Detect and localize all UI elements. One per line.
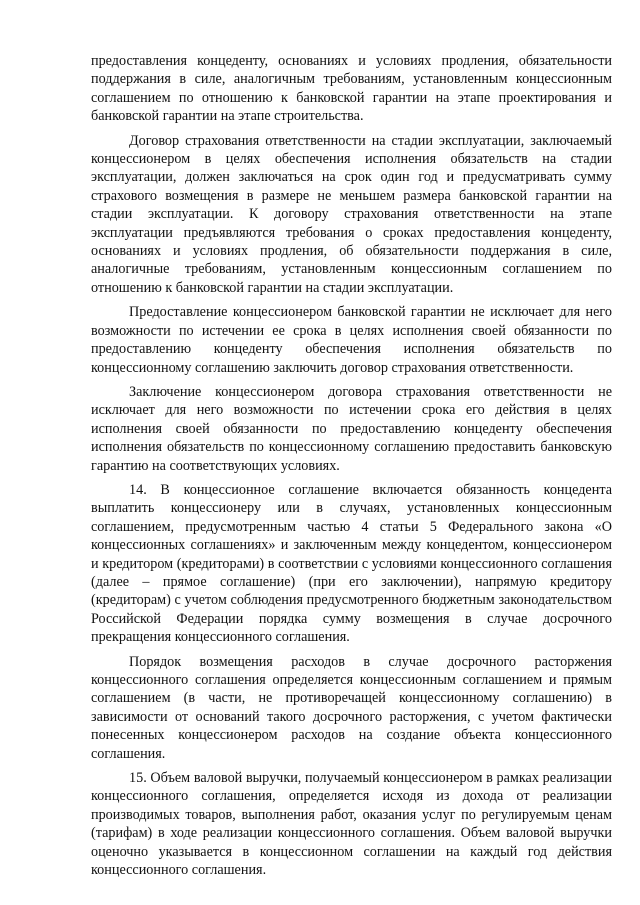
paragraph-clause-15: 15. Объем валовой выручки, получаемый концессионером в рамках реализации концессионного соглашения, определяется исходя из дохода от реализации производимых товаров, выполнения работ, оказания услуг по регулируемым ценам (тарифам) в ходе реализации концессионного соглашения. Объем валовой выручки оценочно указывается в концессионном соглашении на каждый год действия концессионного соглашения. — [91, 770, 612, 879]
paragraph-clause-14: 14. В концессионное соглашение включается обязанность концедента выплатить концессионеру или в случаях, установленных концессионным соглашением, предусмотренным частью 4 статьи 5 Федерального закона «О концессионных соглашениях» и заключенным между концедентом, концессионером и кредитором (кредиторами) в соответствии с условиями концессионного соглашения (далее – прямое соглашение) (при его заключении), напрямую кредитору (кредиторам) с учетом соблюдения предусмотренного бюджетным законодательством Российской Федерации порядка сумму возмещения в случае досрочного прекращения концессионного соглашения. — [91, 481, 612, 646]
paragraph-insurance-contract-conclusion: Заключение концессионером договора страхования ответственности не исключает для него возможности по истечении срока его действия в целях исполнения своей обязанности по предоставлению концеденту обеспечения исполнения обязательств по концессионному соглашению предоставить банковскую гарантию на соответствующих условиях. — [91, 383, 612, 474]
paragraph-expense-reimbursement: Порядок возмещения расходов в случае досрочного расторжения концессионного соглашения определяется концессионным соглашением и прямым соглашением (в части, не противоречащей концессионному соглашению) в зависимости от оснований такого досрочного расторжения, с учетом фактически понесенных концессионером расходов на создание объекта концессионного соглашения. — [91, 653, 612, 762]
paragraph-continuation: предоставления концеденту, основаниях и условиях продления, обязательности поддержания в силе, аналогичным требованиям, установленным концессионным соглашением по отношению к банковской гарантии на этапе проектирования и банковской гарантии на этапе строительства. — [91, 53, 612, 125]
paragraph-bank-guarantee-provision: Предоставление концессионером банковской гарантии не исключает для него возможности по истечении ее срока в целях исполнения своей обязанности по предоставлению концеденту обеспечения исполнения обязательств по концессионному соглашению заключить договор страхования ответственности. — [91, 304, 612, 376]
paragraph-liability-insurance-operation: Договор страхования ответственности на стадии эксплуатации, заключаемый концессионером в целях обеспечения исполнения обязательств на стадии эксплуатации, должен заключаться на срок один год и предусматривать сумму страхового возмещения в размере не меньшем размера банковской гарантии на стадии эксплуатации. К договору страхования ответственности на этапе эксплуатации предъявляются требования о сроках предоставления концеденту, основаниях и условиях продления, об обязательности поддержания в силе, аналогичные требованиям, установленным концессионным соглашением по отношению к банковской гарантии на стадии эксплуатации. — [91, 132, 612, 296]
